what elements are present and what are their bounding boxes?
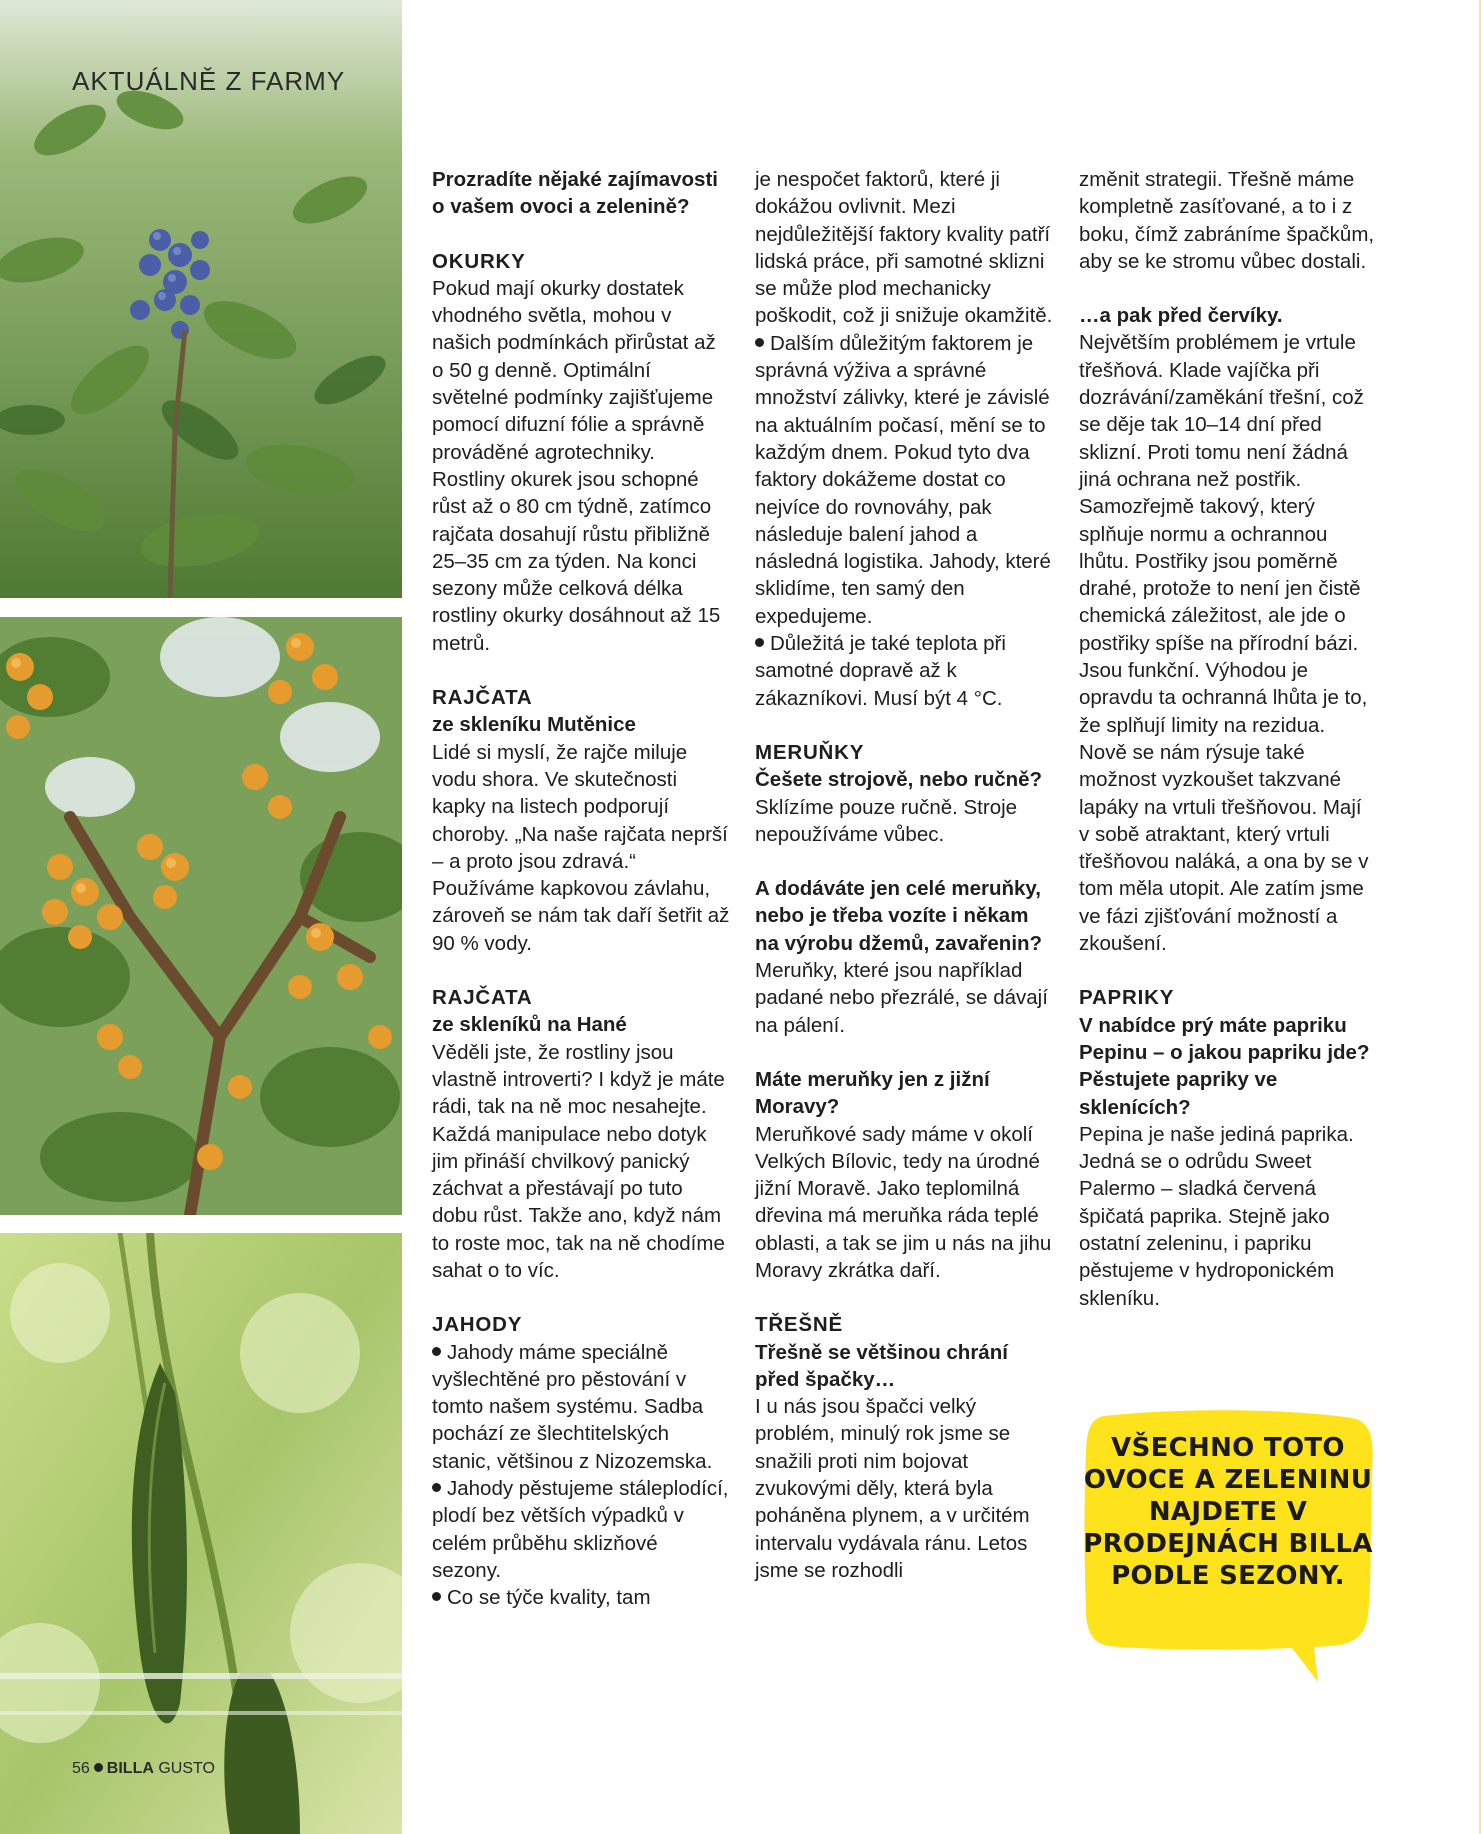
jahody-bullet-3: Co se týče kvality, tam — [432, 1586, 651, 1609]
text-column-3 — [1079, 166, 1377, 1312]
heading-merunky: MERUŇKY — [755, 740, 865, 764]
merunky-question-1: Češete strojově, nebo ručně? — [755, 768, 1043, 792]
merunky-answer-3: Meruňkové sady máme v okolí Velkých Bílovic, tedy na úrodné jižní Moravě. Jako teplomilná dřevina má meruňka ráda teplé oblasti, a tak se jim u nás na jihu Moravy zkrátka daří. — [755, 1122, 1052, 1282]
text-column-1 — [432, 166, 730, 1612]
jahody-bullet-2: Jahody pěstujeme stáleplodící, plodí bez větších výpadků v celém průběhu sklizňové sezony. — [432, 1477, 729, 1582]
cerviky-paragraph: Největším problémem je vrtule třešňová. Klade vajíčka při dozrávání/zaměkání třešní, což se děje tak 10–14 dní před sklizní. Proti tomu není žádná jiná ochrana než postřik. Samozřejmě takový, který splňuje normu a ochrannou lhůtu. Postřiky jsou poměrně drahé, protože to není jen čistě chemická záležitost, ale jde o postřiky spíše na přírodní bázi. Jsou funkční. Výhodou je opravdu ta ochranná lhůta je to, že splňují limity na rezidua. Nově se nám rýsuje také možnost vyzkoušet takzvané lapáky na vrtuli třešňovou. Mají v sobě atraktant, který vrtuli třešňovou naláká, a ona by se v tom měla utopit. Ale zatím jsme ve fázi zjišťování možností a zkoušení. — [1079, 331, 1369, 956]
intro-question: Prozradíte nějaké zajímavosti o vašem ovoci a zelenině? — [432, 168, 718, 219]
text-column-2 — [755, 166, 1053, 1584]
papriky-question: V nabídce prý máte papriku Pepinu – o jakou papriku jde? Pěstujete papriky ve sklenících? — [1079, 1013, 1370, 1119]
papriky-answer: Pepina je naše jediná paprika. Jedná se o odrůdu Sweet Palermo – sladká červená špičatá paprika. Stejně jako ostatní zeleninu, i papriku pěstujeme v hydroponickém skleníku. — [1079, 1122, 1354, 1310]
callout-bubble — [1082, 1410, 1374, 1685]
merunky-question-3: Máte meruňky jen z jižní Moravy? — [755, 1067, 990, 1119]
okurky-paragraph: Pokud mají okurky dostatek vhodného světla, mohou v našich podmínkách přirůstat až o 50 g denně. Optimální světelné podmínky zajišťujeme pomocí difuzní fólie a správně prováděné agrotechniky. Rostliny okurek jsou schopné růst až o 80 cm týdně, zatímco rajčata dosahují růstu přibližně 25–35 cm za týden. Na konci sezony může celková délka rostliny okurky dosáhnout až 15 metrů. — [432, 276, 721, 655]
tresne-continuation: změnit strategii. Třešně máme kompletně zasíťované, a to i z boku, čímž zabráníme špačkům, aby se ke stromu vůbec dostali. — [1079, 168, 1375, 273]
callout-text: VŠECHNO TOTO OVOCE A ZELENINU NAJDETE V PRODEJNÁCH BILLA PODLE SEZONY. — [1083, 1433, 1373, 1591]
tresne-question: Třešně se většinou chrání před špačky… — [755, 1340, 1008, 1391]
photo-column — [0, 0, 402, 1834]
heading-jahody: JAHODY — [432, 1313, 523, 1337]
heading-rajcata-1: RAJČATA — [432, 686, 533, 710]
page-folio — [72, 1760, 215, 1778]
rajcata-2-paragraph: Věděli jste, že rostliny jsou vlastně introverti? I když je máte rádi, tak na ně moc nesahejte. Každá manipulace nebo dotyk jim přináší chvilkový panický záchvat a přestávají po tuto dobu růst. Takže ano, když nám to roste moc, tak na ně chodíme sahat o to víc. — [432, 1040, 725, 1282]
folio-dot-icon — [94, 1763, 103, 1772]
merunky-answer-1: Sklízíme pouze ručně. Stroje nepoužíváme vůbec. — [755, 795, 1018, 846]
jahody-bullet-5: Důležitá je také teplota při samotné dopravě až k zákazníkovi. Musí být 4 °C. — [755, 632, 1006, 710]
merunky-answer-2: Meruňky, které jsou například padané nebo přezrálé, se dávají na pálení. — [755, 959, 1048, 1037]
subheading-cerviky: …a pak před červíky. — [1079, 304, 1283, 328]
apricot-tree-photo — [0, 617, 402, 1215]
heading-rajcata-2: RAJČATA — [432, 986, 533, 1010]
section-label: AKTUÁLNĚ Z FARMY — [72, 66, 346, 96]
rajcata-1-paragraph: Lidé si myslí, že rajče miluje vodu shora. Ve skutečnosti kapky na listech podporují choroby. „Na naše rajčata neprší – a proto jsou zdravá.“ Používáme kapkovou závlahu, zároveň se nám tak daří šetřit až 90 % vody. — [432, 740, 730, 955]
page-number: 56 — [72, 1760, 90, 1777]
subheading-hane: ze skleníků na Hané — [432, 1013, 627, 1037]
jahody-continuation: je nespočet faktorů, které ji dokážou ovlivnit. Mezi nejdůležitější faktory kvality patří lidská práce, při samotné sklizni se může plod mechanicky poškodit, což ji snižuje okamžitě. — [755, 168, 1053, 328]
merunky-question-2: A dodáváte jen celé meruňky, nebo je třeba vozíte i někam na výrobu džemů, zavařenin? — [755, 877, 1043, 955]
page-edge-rule — [1479, 0, 1481, 1834]
tresne-answer: I u nás jsou špačci velký problém, minulý rok jsme se snažili proti nim bojovat zvukovými děly, která byla poháněna plynem, a v určitém intervalu vydávala ránu. Letos jsme se rozhodli — [755, 1395, 1030, 1582]
jahody-bullet-1: Jahody máme speciálně vyšlechtěné pro pěstování v tomto našem systému. Sadba pochází ze šlechtitelských stanic, většinou z Nizozemska. — [432, 1340, 713, 1473]
subheading-mutenice: ze skleníku Mutěnice — [432, 713, 636, 737]
cucumber-plant-photo — [0, 1233, 402, 1834]
heading-okurky: OKURKY — [432, 249, 526, 273]
heading-tresne: TŘEŠNĚ — [755, 1313, 843, 1337]
jahody-bullet-4: Dalším důležitým faktorem je správná výživa a správné množství zálivky, které je závislé na aktuálním počasí, mění se to každým dnem. Pokud tyto dva faktory dokážeme dostat co nejvíce do rovnováhy, pak následuje balení jahod a následná logistika. Jahody, které sklidíme, ten samý den expedujeme. — [755, 331, 1051, 628]
brand-suffix: GUSTO — [158, 1760, 215, 1777]
heading-papriky: PAPRIKY — [1079, 986, 1175, 1010]
brand-name: BILLA — [106, 1760, 154, 1777]
